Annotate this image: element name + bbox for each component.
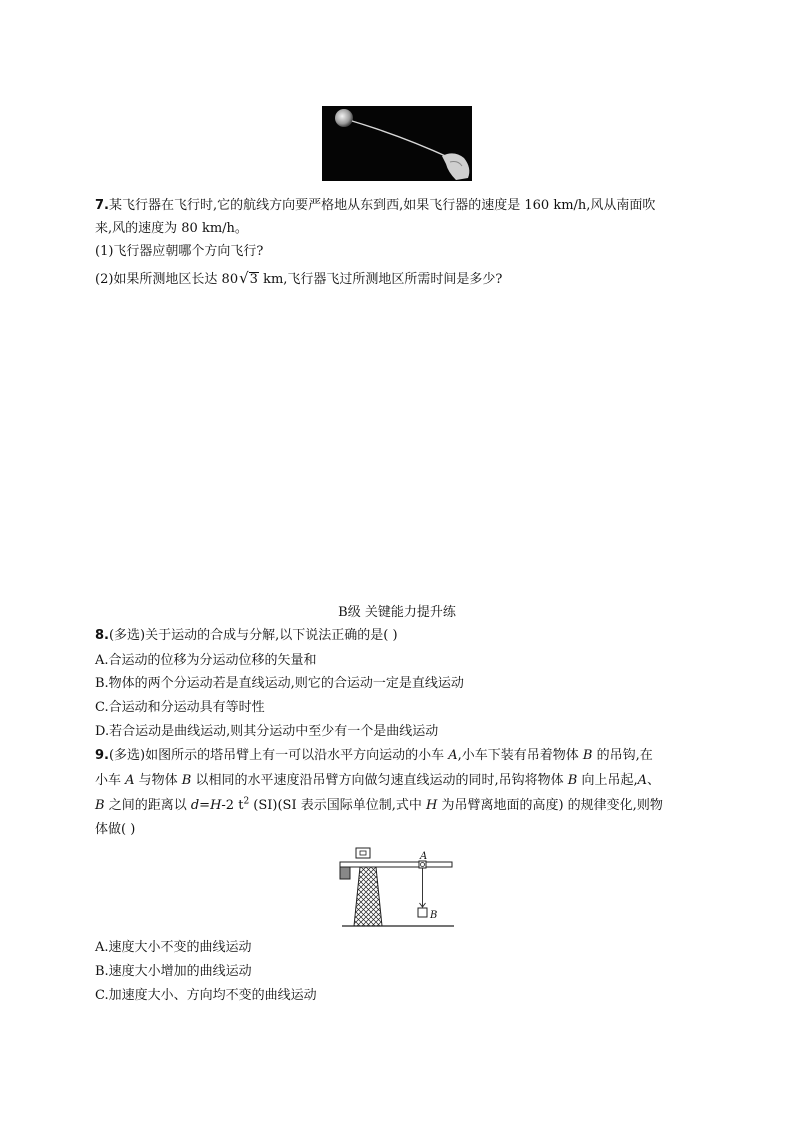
q9-number: 9. — [95, 748, 109, 763]
formula-h: H — [210, 798, 222, 813]
q9-option-a: A.速度大小不变的曲线运动 — [95, 940, 252, 955]
q8-option-d: D.若合运动是曲线运动,则其分运动中至少有一个是曲线运动 — [95, 724, 439, 739]
section-b-heading: B级 关键能力提升练 — [338, 605, 456, 620]
q9-line-2: 小车 A 与物体 B 以相同的水平速度沿吊臂方向做匀速直线运动的同时,吊钩将物体 B 向上吊起,A、 — [95, 773, 660, 788]
q9-option-c: C.加速度大小、方向均不变的曲线运动 — [95, 988, 317, 1003]
ball-on-string-illustration — [322, 106, 472, 181]
q8-number: 8. — [95, 628, 109, 643]
q9-line-3: B 之间的距离以 d=H-2 $t^2$ (SI)(SI 表示国际单位制,式中 H 为吊臂离地面的高度) 的规律变化,则物 — [95, 796, 663, 813]
q9-line-4: 体做( ) — [95, 822, 136, 837]
q7-number: 7. — [95, 198, 109, 213]
crane-tower — [354, 867, 382, 926]
q9-line-1: 9.(多选)如图所示的塔吊臂上有一可以沿水平方向运动的小车 A,小车下装有吊着物体 B 的吊钩,在 — [95, 748, 653, 763]
sqrt-radicand: 3 — [249, 272, 258, 287]
q7-line-1: 7.某飞行器在飞行时,它的航线方向要严格地从东到西,如果飞行器的速度是 160 km/h,风从南面吹 — [95, 198, 656, 213]
tower-crane-figure — [336, 842, 460, 932]
counterweight — [340, 867, 350, 879]
q9-option-b: B.速度大小增加的曲线运动 — [95, 964, 252, 979]
formula-d: d — [190, 798, 200, 813]
label-b: B — [430, 910, 438, 921]
object-b — [418, 908, 427, 917]
q8-option-a: A.合运动的位移为分运动位移的矢量和 — [95, 653, 317, 668]
ball-on-string-photo — [322, 106, 472, 181]
q7-sub-question-2: (2)如果所测地区长达 80√3 km,飞行器飞过所测地区所需时间是多少? — [95, 269, 503, 287]
q7-sub-question-1: (1)飞行器应朝哪个方向飞行? — [95, 244, 264, 259]
q8-option-b: B.物体的两个分运动若是直线运动,则它的合运动一定是直线运动 — [95, 676, 464, 691]
sqrt-sign: √ — [239, 269, 249, 287]
q8-stem: 8.(多选)关于运动的合成与分解,以下说法正确的是( ) — [95, 628, 398, 643]
q8-option-c: C.合运动和分运动具有等时性 — [95, 700, 265, 715]
label-a: A — [420, 851, 428, 862]
crane-jib — [340, 862, 452, 867]
trolley-a — [419, 861, 426, 868]
q7-line-2: 来,风的速度为 80 km/h。 — [95, 221, 248, 236]
